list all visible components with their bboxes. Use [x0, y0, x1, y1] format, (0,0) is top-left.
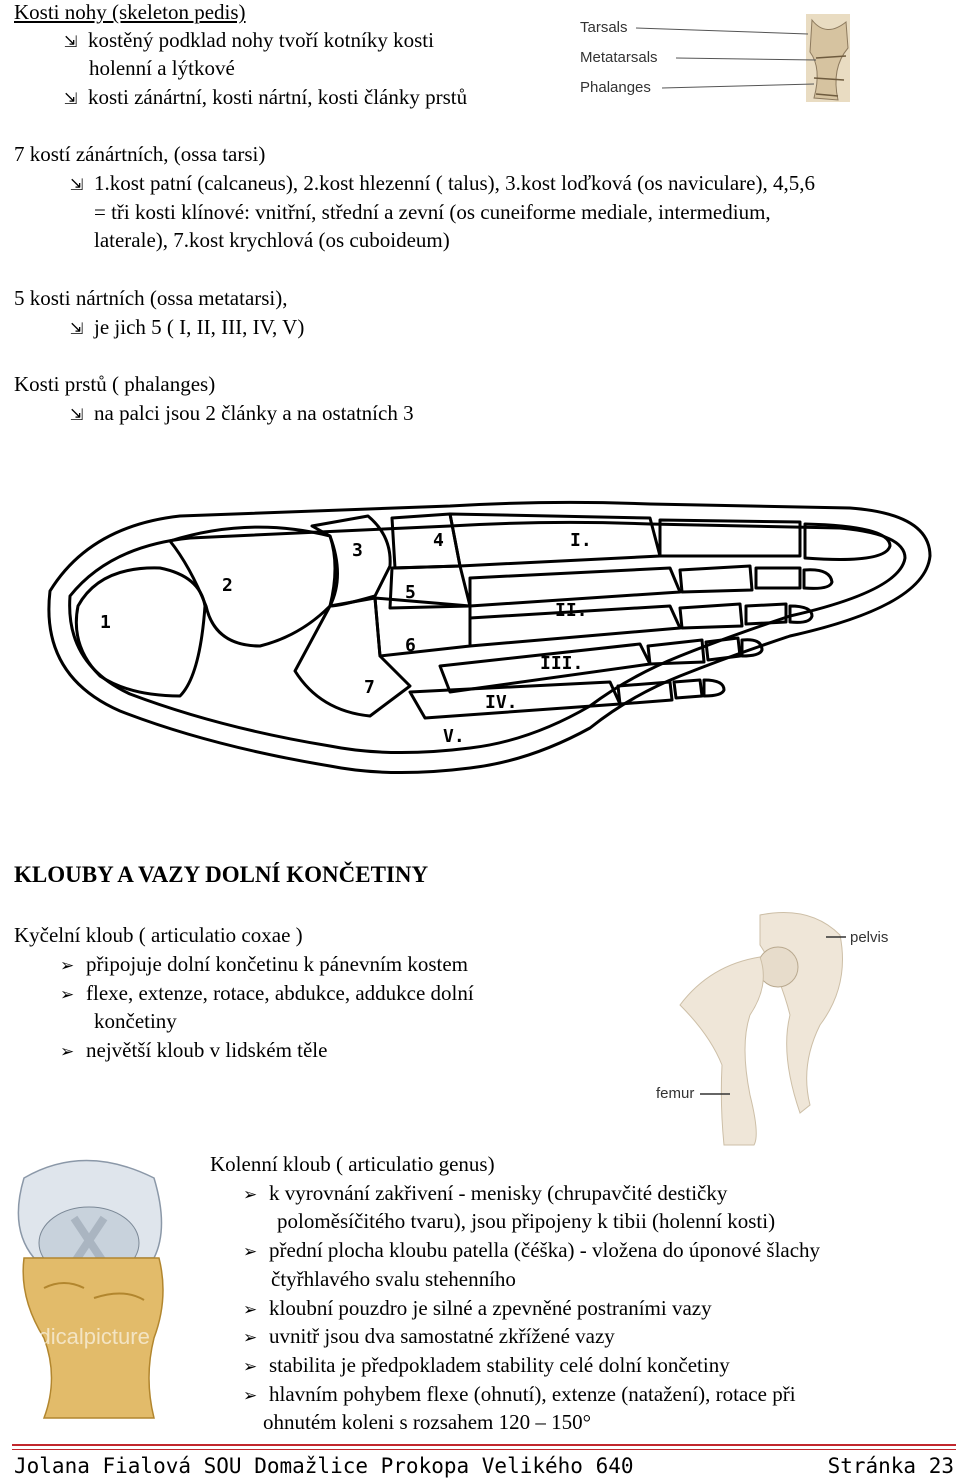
- tarsal-number: 4: [433, 530, 444, 551]
- arrowhead-bullet-icon: ➢: [243, 1386, 258, 1406]
- list-item: ➢ uvnitř jsou dva samostatné zkřížené vazy: [243, 1322, 615, 1353]
- arrowhead-bullet-icon: ➢: [243, 1357, 258, 1377]
- hip-heading: Kyčelní kloub ( articulatio coxae ): [14, 923, 303, 947]
- list-item: ⇲ na palci jsou 2 články a na ostatních 3: [70, 399, 414, 429]
- tarsal-number: 6: [405, 635, 416, 656]
- list-item: ⇲ kostěný podklad nohy tvoří kotníky kosti: [64, 26, 434, 56]
- list-item: ⇲ 1.kost patní (calcaneus), 2.kost hlezenní ( talus), 3.kost loďková (os naviculare), 4,5,6: [70, 169, 815, 199]
- list-item-continued: ohnutém koleni s rozsahem 120 – 150°: [263, 1410, 592, 1434]
- tarsal-number: 1: [100, 612, 111, 633]
- list-item: ➢ přední plocha kloubu patella (čéška) - vložena do úponové šlachy: [243, 1236, 820, 1267]
- arrowhead-bullet-icon: ➢: [243, 1328, 258, 1348]
- hip-joint-figure: [650, 905, 900, 1150]
- tarsal-number: 2: [222, 575, 233, 596]
- label-pelvis: pelvis: [850, 929, 889, 946]
- arrowhead-bullet-icon: ➢: [60, 985, 75, 1005]
- label-metatarsals: Metatarsals: [580, 49, 658, 66]
- arrowhead-bullet-icon: ➢: [243, 1300, 258, 1320]
- arrow-bullet-icon: ⇲: [70, 175, 84, 194]
- list-item: ➢ kloubní pouzdro je silné a zpevněné postraními vazy: [243, 1294, 712, 1325]
- list-item-continued: poloměsíčitého tvaru), jsou připojeny k tibii (holenní kosti): [277, 1209, 776, 1233]
- list-item-continued: = tři kosti klínové: vnitřní, střední a zevní (os cuneiforme mediale, intermedium,: [94, 200, 771, 224]
- list-item: ➢ hlavním pohybem flexe (ohnutí), extenze (natažení), rotace při: [243, 1380, 796, 1411]
- metatarsal-numeral: III.: [540, 653, 584, 674]
- phalanges-heading: Kosti prstů ( phalanges): [14, 372, 216, 396]
- metatarsal-numeral: I.: [570, 530, 592, 551]
- list-item: ⇲ je jich 5 ( I, II, III, IV, V): [70, 313, 304, 343]
- tarsals-heading: 7 kostí zánártních, (ossa tarsi): [14, 142, 266, 166]
- arrow-bullet-icon: ⇲: [70, 319, 84, 338]
- metatarsal-numeral: V.: [443, 726, 465, 747]
- list-item-continued: končetiny: [94, 1009, 177, 1033]
- list-item: ➢ připojuje dolní končetinu k pánevním kostem: [60, 950, 468, 981]
- arrowhead-bullet-icon: ➢: [243, 1242, 258, 1262]
- list-item: ➢ největší kloub v lidském těle: [60, 1036, 327, 1067]
- label-tarsals: Tarsals: [580, 19, 628, 36]
- list-item: ➢ flexe, extenze, rotace, abdukce, addukce dolní: [60, 979, 474, 1010]
- foot-bones-figure: [576, 8, 856, 108]
- list-item: ➢ stabilita je předpokladem stability celé dolní končetiny: [243, 1351, 730, 1382]
- foot-outline-diagram: [30, 496, 940, 826]
- list-item: ⇲ kosti zánártní, kosti nártní, kosti články prstů: [64, 83, 467, 113]
- arrow-bullet-icon: ⇲: [64, 32, 78, 51]
- metatarsal-numeral: IV.: [485, 692, 518, 713]
- label-phalanges: Phalanges: [580, 79, 651, 96]
- page-number: Stránka 23: [827, 1454, 954, 1478]
- footer-rule: [12, 1444, 956, 1446]
- arrowhead-bullet-icon: ➢: [60, 956, 75, 976]
- footer-author: Jolana Fialová SOU Domažlice Prokopa Velikého 640: [14, 1454, 634, 1478]
- list-item-continued: holenní a lýtkové: [89, 56, 235, 80]
- tarsal-number: 7: [364, 677, 375, 698]
- list-item-continued: laterale), 7.kost krychlová (os cuboideum): [94, 228, 450, 252]
- tarsal-number: 5: [405, 582, 416, 603]
- arrowhead-bullet-icon: ➢: [60, 1042, 75, 1062]
- watermark-text: medicalpicture: [8, 1324, 150, 1349]
- knee-joint-figure: [4, 1148, 176, 1430]
- section-title: KLOUBY A VAZY DOLNÍ KONČETINY: [14, 862, 429, 887]
- label-femur: femur: [656, 1085, 695, 1102]
- arrowhead-bullet-icon: ➢: [243, 1185, 258, 1205]
- arrow-bullet-icon: ⇲: [64, 89, 78, 108]
- list-item: ➢ k vyrovnání zakřivení - menisky (chrupavčité destičky: [243, 1179, 727, 1210]
- arrow-bullet-icon: ⇲: [70, 405, 84, 424]
- footer-rule-thin: [12, 1449, 956, 1450]
- knee-heading: Kolenní kloub ( articulatio genus): [210, 1152, 495, 1176]
- list-item-continued: čtyřhlavého svalu stehenního: [271, 1267, 516, 1291]
- metatarsal-numeral: II.: [555, 600, 588, 621]
- metatarsals-heading: 5 kosti nártních (ossa metatarsi),: [14, 286, 288, 310]
- skeleton-heading: Kosti nohy (skeleton pedis): [14, 0, 246, 24]
- tarsal-number: 3: [352, 540, 363, 561]
